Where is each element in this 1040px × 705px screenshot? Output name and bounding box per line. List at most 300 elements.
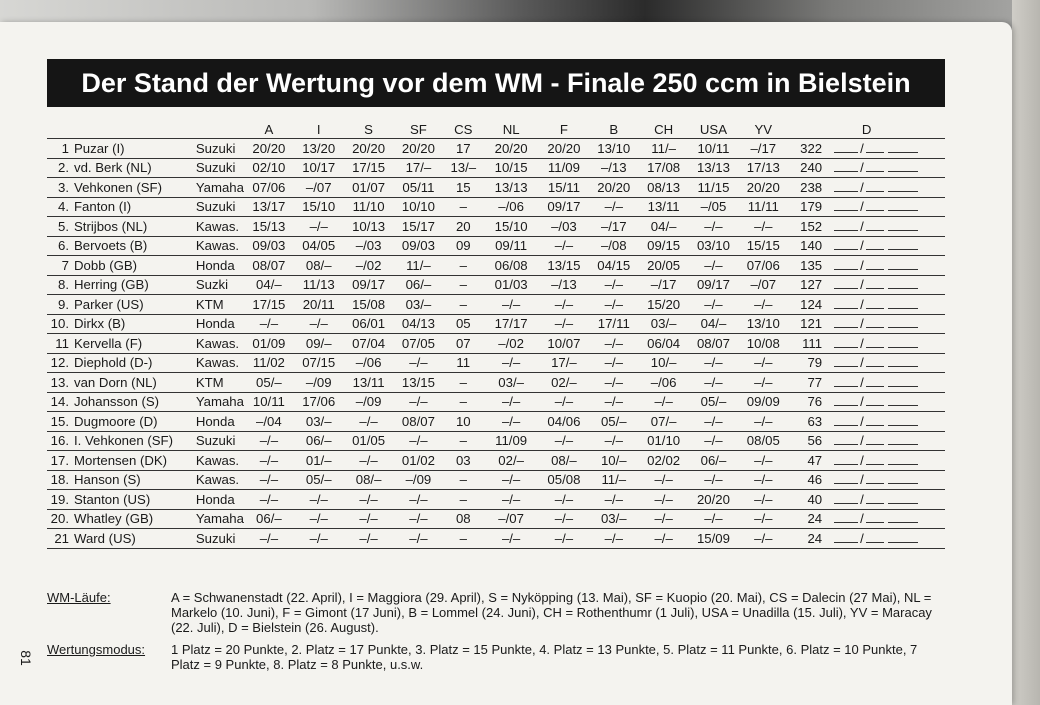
blank-line: [834, 238, 858, 250]
header-col: NL: [483, 120, 539, 139]
points-cell: 135: [788, 256, 828, 276]
motorcycle-cell: Suzuki: [192, 158, 244, 178]
rank: 18.: [50, 472, 69, 488]
result-cell: 13/17: [244, 197, 294, 217]
blank-line: [834, 531, 858, 543]
motorcycle-cell: Honda: [192, 314, 244, 334]
result-cell: 07/05: [394, 334, 444, 354]
result-cell: –: [443, 490, 483, 510]
points-cell: 140: [788, 236, 828, 256]
final-blank-cell: [828, 451, 945, 471]
blank-line: [866, 238, 884, 250]
result-cell: –/–: [344, 412, 394, 432]
result-cell: 08/–: [539, 451, 589, 471]
rider-name: Stanton (US): [74, 491, 151, 507]
result-cell: 13/10: [589, 139, 639, 159]
result-cell: 13/15: [394, 373, 444, 393]
result-cell: 10/–: [589, 451, 639, 471]
slash-separator: /: [860, 296, 864, 312]
result-cell: 03: [443, 451, 483, 471]
result-cell: –/–: [244, 490, 294, 510]
points-cell: 47: [788, 451, 828, 471]
result-cell: 17/06: [294, 392, 344, 412]
blank-line: [866, 492, 884, 504]
result-cell: –/–: [689, 256, 739, 276]
result-cell: –/17: [738, 139, 788, 159]
table-row: [47, 451, 945, 471]
result-cell: 20/11: [294, 295, 344, 315]
rank: 13.: [50, 374, 69, 390]
result-cell: –/–: [589, 197, 639, 217]
rider-cell: [47, 314, 192, 334]
result-cell: 06/–: [244, 509, 294, 529]
result-cell: 20/20: [539, 139, 589, 159]
result-cell: –/07: [294, 178, 344, 198]
result-cell: 17/–: [394, 158, 444, 178]
result-cell: –/–: [589, 490, 639, 510]
result-cell: –/–: [539, 529, 589, 549]
result-cell: 09/–: [294, 334, 344, 354]
rider-cell: [47, 217, 192, 237]
table-row: [47, 412, 945, 432]
result-cell: –/–: [344, 451, 394, 471]
result-cell: –/17: [639, 275, 689, 295]
blank-line: [834, 355, 858, 367]
slash-separator: /: [860, 394, 864, 410]
wertungsmodus-label: Wertungsmodus:: [47, 642, 146, 657]
result-cell: –: [443, 256, 483, 276]
points-cell: 127: [788, 275, 828, 295]
table-row: [47, 353, 945, 373]
blank-line: [866, 336, 884, 348]
result-cell: –/–: [539, 431, 589, 451]
result-cell: 20/20: [689, 490, 739, 510]
rider-name: Ward (US): [74, 530, 136, 546]
result-cell: –/–: [294, 509, 344, 529]
motorcycle-cell: Suzki: [192, 275, 244, 295]
result-cell: 17/11: [589, 314, 639, 334]
blank-line: [834, 219, 858, 231]
wertungsmodus-legend: [47, 642, 947, 672]
result-cell: 02/02: [639, 451, 689, 471]
rider-name: Puzar (I): [74, 140, 125, 156]
blank-line: [888, 316, 918, 328]
rider-name: Dirkx (B): [74, 316, 126, 332]
slash-separator: /: [860, 472, 864, 488]
header-col: USA: [689, 120, 739, 139]
blank-line: [888, 141, 918, 153]
result-cell: 15/17: [394, 217, 444, 237]
rider-name: Fanton (I): [74, 199, 132, 215]
result-cell: –/–: [539, 236, 589, 256]
rider-name: Diephold (D-): [74, 355, 153, 371]
points-cell: 322: [788, 139, 828, 159]
result-cell: 20: [443, 217, 483, 237]
rank: 2.: [58, 160, 69, 176]
result-cell: –/–: [589, 295, 639, 315]
blank-line: [866, 199, 884, 211]
result-cell: –/–: [639, 509, 689, 529]
result-cell: –/06: [344, 353, 394, 373]
final-blank-cell: [828, 197, 945, 217]
result-cell: –/–: [589, 275, 639, 295]
result-cell: –/–: [483, 392, 539, 412]
result-cell: –/08: [589, 236, 639, 256]
points-cell: 24: [788, 529, 828, 549]
result-cell: 01/10: [639, 431, 689, 451]
rider-cell: [47, 490, 192, 510]
result-cell: –/09: [394, 470, 444, 490]
result-cell: 08/07: [244, 256, 294, 276]
rider-name: Johansson (S): [74, 394, 160, 410]
points-cell: 179: [788, 197, 828, 217]
result-cell: 13/13: [483, 178, 539, 198]
result-cell: 11/11: [738, 197, 788, 217]
header-moto: [192, 120, 244, 139]
result-cell: 20/20: [394, 139, 444, 159]
result-cell: 17/13: [738, 158, 788, 178]
result-cell: 07/–: [639, 412, 689, 432]
result-cell: 08: [443, 509, 483, 529]
result-cell: 20/05: [639, 256, 689, 276]
result-cell: 10/10: [394, 197, 444, 217]
points-cell: 238: [788, 178, 828, 198]
blank-line: [866, 375, 884, 387]
result-cell: 13/15: [539, 256, 589, 276]
header-col: D: [788, 120, 945, 139]
result-cell: –/–: [689, 373, 739, 393]
result-cell: 05/11: [394, 178, 444, 198]
result-cell: 01/05: [344, 431, 394, 451]
rank: 1: [61, 140, 69, 156]
points-cell: 56: [788, 431, 828, 451]
table-row: [47, 197, 945, 217]
final-blank-cell: [828, 412, 945, 432]
slash-separator: /: [860, 218, 864, 234]
result-cell: 15/09: [689, 529, 739, 549]
result-cell: 03/–: [639, 314, 689, 334]
rider-cell: [47, 178, 192, 198]
slash-separator: /: [860, 452, 864, 468]
result-cell: –/04: [244, 412, 294, 432]
blank-line: [834, 492, 858, 504]
blank-line: [834, 336, 858, 348]
slash-separator: /: [860, 316, 864, 332]
slash-separator: /: [860, 160, 864, 176]
rank: 21: [54, 530, 69, 546]
result-cell: 03/–: [589, 509, 639, 529]
rank: 4.: [58, 199, 69, 215]
result-cell: 08/07: [394, 412, 444, 432]
result-cell: 20/20: [589, 178, 639, 198]
result-cell: 20/20: [738, 178, 788, 198]
result-cell: –/–: [589, 392, 639, 412]
result-cell: 15/13: [244, 217, 294, 237]
result-cell: –/05: [689, 197, 739, 217]
blank-line: [834, 511, 858, 523]
result-cell: 10/07: [539, 334, 589, 354]
result-cell: –/–: [539, 314, 589, 334]
slash-separator: /: [860, 433, 864, 449]
result-cell: 20/20: [244, 139, 294, 159]
blank-line: [834, 394, 858, 406]
motorcycle-cell: KTM: [192, 373, 244, 393]
wm-laeufe-label: WM-Läufe:: [47, 590, 111, 605]
result-cell: 01/07: [344, 178, 394, 198]
rider-name: Vehkonen (SF): [74, 179, 162, 195]
result-cell: 01/09: [244, 334, 294, 354]
result-cell: 04/–: [639, 217, 689, 237]
table-row: [47, 529, 945, 549]
final-blank-cell: [828, 217, 945, 237]
result-cell: –/–: [244, 451, 294, 471]
result-cell: 15/11: [539, 178, 589, 198]
result-cell: –: [443, 197, 483, 217]
header-col: CS: [443, 120, 483, 139]
final-blank-cell: [828, 178, 945, 198]
blank-line: [866, 531, 884, 543]
result-cell: –/–: [639, 490, 689, 510]
result-cell: 13/20: [294, 139, 344, 159]
result-cell: 02/10: [244, 158, 294, 178]
table-row: [47, 490, 945, 510]
slash-separator: /: [860, 199, 864, 215]
result-cell: 17/–: [539, 353, 589, 373]
result-cell: –/–: [738, 412, 788, 432]
result-cell: –/–: [589, 529, 639, 549]
result-cell: 10/08: [738, 334, 788, 354]
result-cell: 08/–: [294, 256, 344, 276]
result-cell: –/–: [483, 353, 539, 373]
result-cell: –/–: [344, 490, 394, 510]
blank-line: [888, 453, 918, 465]
blank-line: [834, 141, 858, 153]
final-blank-cell: [828, 353, 945, 373]
result-cell: –/–: [738, 529, 788, 549]
rank: 8.: [58, 277, 69, 293]
rank: 16.: [50, 433, 69, 449]
result-cell: –/–: [589, 373, 639, 393]
rider-name: Parker (US): [74, 296, 144, 312]
table-row: [47, 256, 945, 276]
motorcycle-cell: Kawas.: [192, 353, 244, 373]
table-row: [47, 236, 945, 256]
result-cell: 10/–: [639, 353, 689, 373]
wm-laeufe-legend: [47, 590, 947, 635]
result-cell: –/–: [483, 295, 539, 315]
result-cell: 20/20: [483, 139, 539, 159]
result-cell: 13/11: [639, 197, 689, 217]
result-cell: –/03: [539, 217, 589, 237]
result-cell: 13/13: [689, 158, 739, 178]
result-cell: 10/13: [344, 217, 394, 237]
result-cell: –/–: [539, 509, 589, 529]
rider-name: Mortensen (DK): [74, 452, 168, 468]
rider-cell: [47, 236, 192, 256]
blank-line: [888, 375, 918, 387]
result-cell: –/–: [539, 392, 589, 412]
rank: 7: [61, 257, 69, 273]
result-cell: 07/06: [244, 178, 294, 198]
motorcycle-cell: Kawas.: [192, 334, 244, 354]
blank-line: [888, 511, 918, 523]
rank: 20.: [50, 511, 69, 527]
slash-separator: /: [860, 277, 864, 293]
final-blank-cell: [828, 236, 945, 256]
table-row: [47, 178, 945, 198]
result-cell: –/–: [483, 529, 539, 549]
book-spine: [1012, 0, 1040, 705]
blank-line: [866, 219, 884, 231]
result-cell: –/09: [344, 392, 394, 412]
rider-name: Whatley (GB): [74, 511, 154, 527]
result-cell: 15/10: [483, 217, 539, 237]
rider-cell: [47, 197, 192, 217]
result-cell: 17/15: [244, 295, 294, 315]
rider-name: van Dorn (NL): [74, 374, 157, 390]
result-cell: 01/03: [483, 275, 539, 295]
rider-cell: [47, 158, 192, 178]
result-cell: 02/–: [483, 451, 539, 471]
result-cell: 17/17: [483, 314, 539, 334]
motorcycle-cell: Kawas.: [192, 451, 244, 471]
result-cell: –/13: [589, 158, 639, 178]
result-cell: –: [443, 373, 483, 393]
blank-line: [888, 199, 918, 211]
result-cell: –/–: [483, 470, 539, 490]
result-cell: –/09: [294, 373, 344, 393]
points-cell: 240: [788, 158, 828, 178]
table-row: [47, 158, 945, 178]
blank-line: [834, 277, 858, 289]
rider-cell: [47, 295, 192, 315]
result-cell: –/–: [394, 490, 444, 510]
result-cell: 04/05: [294, 236, 344, 256]
blank-line: [834, 453, 858, 465]
result-cell: 01/02: [394, 451, 444, 471]
slash-separator: /: [860, 491, 864, 507]
header-col: A: [244, 120, 294, 139]
table-row: [47, 295, 945, 315]
final-blank-cell: [828, 314, 945, 334]
result-cell: –/17: [589, 217, 639, 237]
points-cell: 76: [788, 392, 828, 412]
result-cell: 13/10: [738, 314, 788, 334]
result-cell: 05/–: [244, 373, 294, 393]
rider-cell: [47, 353, 192, 373]
final-blank-cell: [828, 509, 945, 529]
motorcycle-cell: Kawas.: [192, 217, 244, 237]
blank-line: [866, 433, 884, 445]
result-cell: 07/06: [738, 256, 788, 276]
points-cell: 121: [788, 314, 828, 334]
page-number: 81: [17, 650, 34, 666]
rider-name: Kervella (F): [74, 335, 143, 351]
rank: 19.: [50, 491, 69, 507]
result-cell: –/–: [244, 314, 294, 334]
result-cell: –/–: [738, 217, 788, 237]
motorcycle-cell: Yamaha: [192, 178, 244, 198]
result-cell: 09/17: [689, 275, 739, 295]
result-cell: 09: [443, 236, 483, 256]
table-row: [47, 217, 945, 237]
table-row: [47, 431, 945, 451]
table-row: [47, 334, 945, 354]
final-blank-cell: [828, 373, 945, 393]
slash-separator: /: [860, 179, 864, 195]
result-cell: –/02: [344, 256, 394, 276]
result-cell: 10/11: [689, 139, 739, 159]
result-cell: 04/–: [689, 314, 739, 334]
result-cell: –/–: [689, 470, 739, 490]
result-cell: 08/07: [689, 334, 739, 354]
points-cell: 152: [788, 217, 828, 237]
points-cell: 63: [788, 412, 828, 432]
points-cell: 79: [788, 353, 828, 373]
title-text: Der Stand der Wertung vor dem WM - Finale 250 ccm in Bielstein: [81, 67, 911, 98]
blank-line: [888, 355, 918, 367]
rider-cell: [47, 373, 192, 393]
points-cell: 124: [788, 295, 828, 315]
result-cell: 11/09: [483, 431, 539, 451]
blank-line: [866, 160, 884, 172]
final-blank-cell: [828, 139, 945, 159]
blank-line: [888, 238, 918, 250]
blank-line: [866, 472, 884, 484]
result-cell: –/–: [738, 470, 788, 490]
result-cell: –: [443, 392, 483, 412]
result-cell: –/–: [394, 529, 444, 549]
rider-cell: [47, 470, 192, 490]
result-cell: 10/15: [483, 158, 539, 178]
result-cell: 09/17: [344, 275, 394, 295]
result-cell: –/–: [394, 431, 444, 451]
final-blank-cell: [828, 470, 945, 490]
table-row: [47, 275, 945, 295]
result-cell: 03/–: [394, 295, 444, 315]
blank-line: [866, 277, 884, 289]
standings-table: [47, 120, 945, 549]
result-cell: –/–: [244, 431, 294, 451]
blank-line: [888, 277, 918, 289]
blank-line: [866, 414, 884, 426]
result-cell: –/–: [689, 353, 739, 373]
final-blank-cell: [828, 158, 945, 178]
result-cell: 15: [443, 178, 483, 198]
result-cell: –/–: [589, 334, 639, 354]
result-cell: 10: [443, 412, 483, 432]
result-cell: 05/–: [589, 412, 639, 432]
result-cell: –/–: [539, 490, 589, 510]
rider-name: Dugmoore (D): [74, 413, 158, 429]
rank: 9.: [58, 296, 69, 312]
result-cell: 06/01: [344, 314, 394, 334]
result-cell: –/06: [639, 373, 689, 393]
blank-line: [888, 180, 918, 192]
result-cell: 05/08: [539, 470, 589, 490]
header-col: SF: [394, 120, 444, 139]
rider-cell: [47, 256, 192, 276]
rank: 5.: [58, 218, 69, 234]
result-cell: 20/20: [344, 139, 394, 159]
slash-separator: /: [860, 238, 864, 254]
result-cell: –/–: [689, 295, 739, 315]
slash-separator: /: [860, 530, 864, 546]
result-cell: 06/–: [689, 451, 739, 471]
final-blank-cell: [828, 529, 945, 549]
result-cell: –/–: [294, 529, 344, 549]
final-blank-cell: [828, 431, 945, 451]
